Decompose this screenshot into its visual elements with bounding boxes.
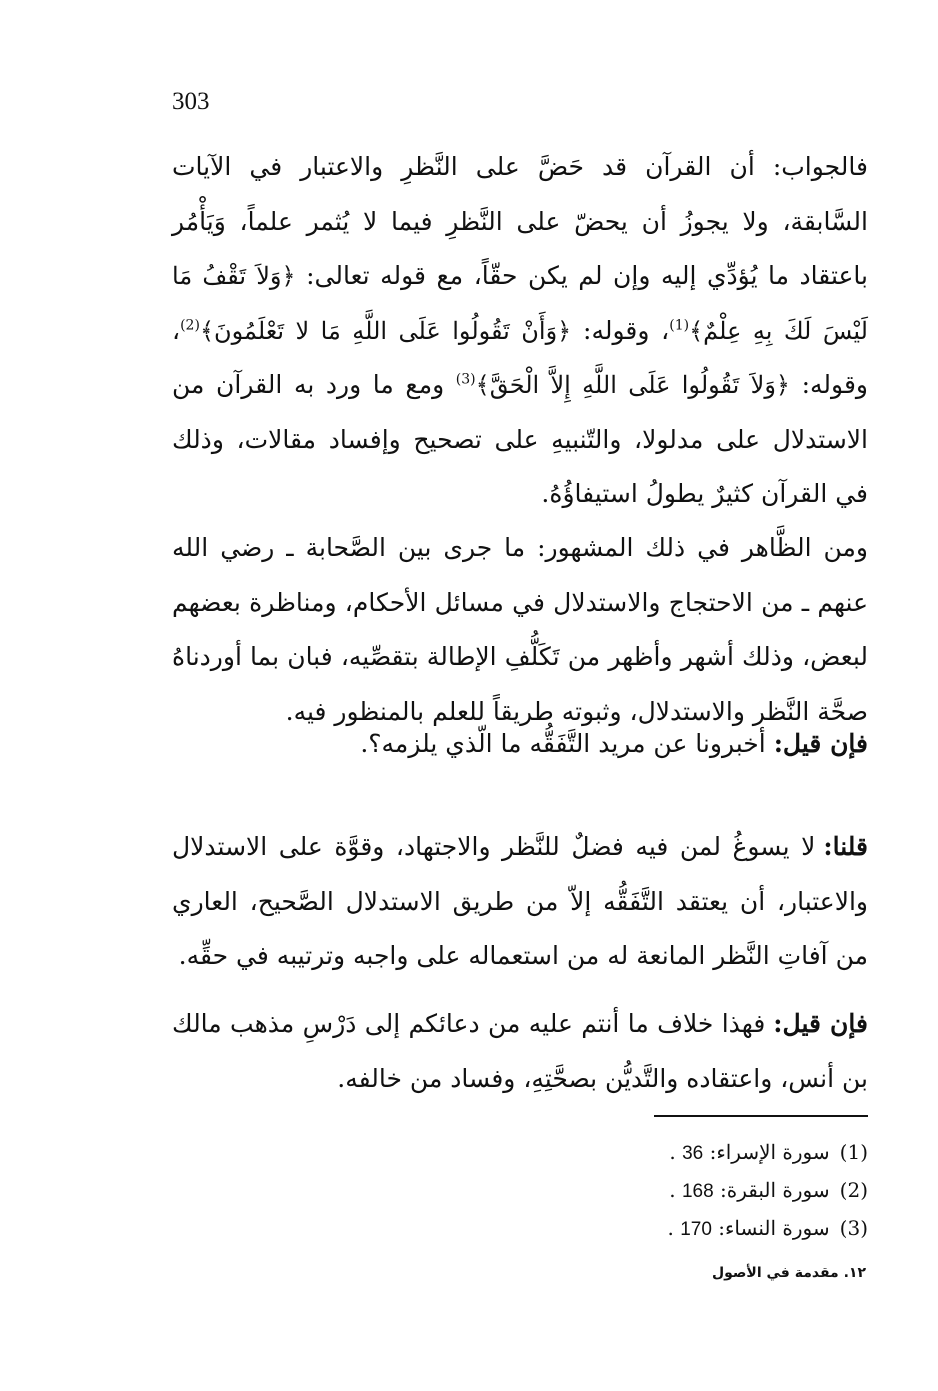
question-text: فهذا خلاف ما أنتم عليه من دعائكم إلى دَرْسِ مذهب مالك بن أنس، واعتقاده والتَّديُّن بصحَّتِهِ، وفساد من خالفه. <box>172 1009 868 1093</box>
reply-text: لا يسوغُ لمن فيه فضلٌ للنَّظر والاجتهاد، وقوَّة على الاستدلال والاعتبار، أن يعتقد التَّفَقُّه إلاّ من طريق الاستدلال الصَّحيح، العاري من آفاتِ النَّظر المانعة له من استعماله على واجبه وترتيبه في حقِّه. <box>172 832 868 970</box>
paragraph-companions: ومن الظَّاهر في ذلك المشهور: ما جرى بين الصَّحابة ـ رضي الله عنهم ـ من الاحتجاج والاستدلال في مسائل الأحكام، ومناظرة بعضهم لبعض، وذلك أشهر وأظهر من تَكَلُّفِ الإطالة بتقصِّيه، فبان بما أوردناهُ صحَّة النَّظر والاستدلال، وثبوته طريقاً للعلم بالمنظور فيه. <box>172 533 868 726</box>
footnote-item <box>560 1172 868 1210</box>
paragraph-answer <box>172 140 868 522</box>
footnote-item <box>560 1210 868 1248</box>
question-lead: فإن قيل: <box>773 1009 868 1038</box>
answer-text-2: ، وقوله: <box>571 315 670 345</box>
footnote-number: (1) <box>839 1140 868 1164</box>
footnote-end: . <box>669 1140 676 1164</box>
paragraph-question-1 <box>172 717 868 772</box>
paragraph-question-2 <box>172 997 868 1106</box>
answer-text-4: ومع ما ورد به القرآن من الاستدلال على مدلولا، والتّنبيهِ على تصحيح وإفساد مقالات، وذلك في القرآن كثيرٌ يطولُ استيفاؤُهُ. <box>172 370 868 508</box>
question-lead: فإن قيل: <box>773 729 868 758</box>
footnote-number: (2) <box>839 1178 868 1202</box>
answer-text-1: فالجواب: أن القرآن قد حَضَّ على النَّظرِ والاعتبار في الآيات السَّابقة، ولا يجوزُ أن يحضّ على النَّظرِ فيما لا يُثمر علماً، وَيَأْمُر باعتقاد ما يُؤدِّي إليه وإن لم يكن حقّاً، مع قوله تعالى: <box>172 152 868 290</box>
answer-text-3: ، وقوله: <box>172 315 868 399</box>
footnote-verse-number: 36 <box>682 1143 704 1164</box>
footnote-verse-number: 170 <box>680 1219 712 1240</box>
reply-lead: قلنا: <box>823 832 868 861</box>
quran-verse-3: ﴿وَلاَ تَقُولُوا عَلَى اللَّهِ إِلاَّ الْحَقَّ﴾ <box>475 371 790 399</box>
footnote-source: سورة البقرة: <box>720 1178 830 1202</box>
footnotes <box>560 1134 868 1248</box>
footnote-source: سورة النساء: <box>718 1216 830 1240</box>
question-text: أخبرونا عن مريد التَّفَقُّه ما الّذي يلزمه؟. <box>360 729 766 758</box>
page-number: 303 <box>172 88 210 115</box>
footnote-item <box>560 1134 868 1172</box>
footnote-number: (3) <box>839 1216 868 1240</box>
footnote-verse-number: 168 <box>681 1181 714 1202</box>
quran-verse-1: ﴿وَلاَ تَقْفُ مَا لَيْسَ لَكَ بِهِ عِلْمٌ﴾ <box>172 262 868 345</box>
footnote-ref-3[interactable]: (3) <box>455 371 476 388</box>
footnote-ref-1[interactable]: (1) <box>669 317 690 334</box>
paragraph-reply <box>172 820 868 984</box>
footnote-source: سورة الإسراء: <box>709 1140 830 1164</box>
footnote-end: . <box>669 1178 676 1202</box>
footnote-ref-2[interactable]: (2) <box>180 317 200 334</box>
printer-signature: ١٢. مقدمة في الأصول <box>711 1265 866 1281</box>
footnote-end: . <box>667 1216 674 1240</box>
quran-verse-2: ﴿وَأَنْ تَقُولُوا عَلَى اللَّهِ مَا لا تَعْلَمُونَ﴾ <box>199 316 572 345</box>
footnote-divider <box>654 1115 868 1117</box>
